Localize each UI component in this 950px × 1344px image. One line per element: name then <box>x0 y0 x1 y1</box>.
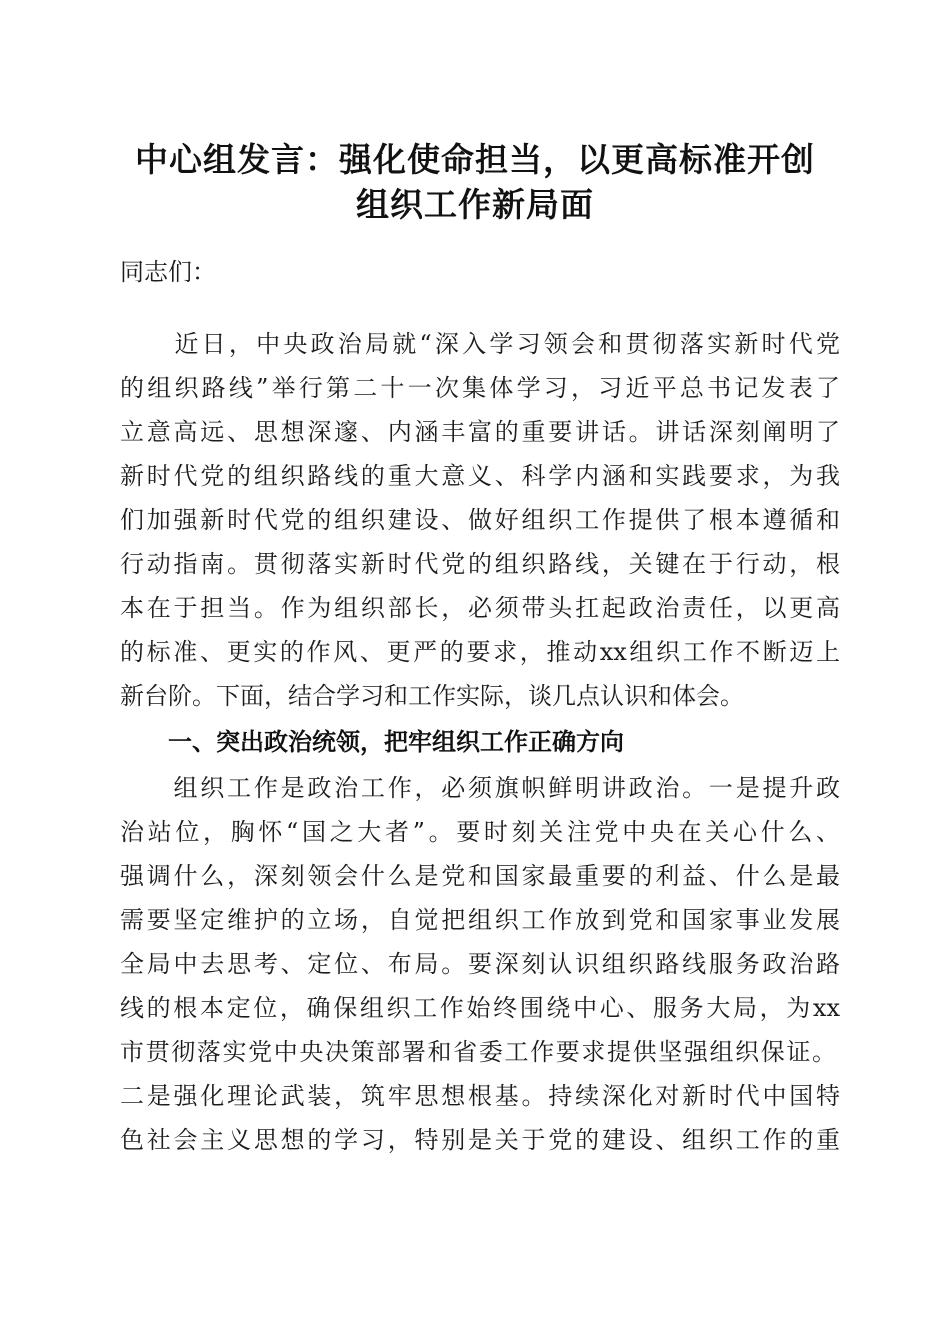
paragraph-2-line: 强调什么，深刻领会什么是党和国家最重要的利益、什么是最 <box>120 862 840 890</box>
document-title-line-1: 中心组发言：强化使命担当，以更高标准开创 <box>135 140 815 179</box>
paragraph-1-line: 立意高远、思想深邃、内涵丰富的重要讲话。讲话深刻阐明了 <box>120 418 840 446</box>
paragraph-2-line: 治站位，胸怀“国之大者”。要时刻关注党中央在关心什么、 <box>120 818 840 846</box>
paragraph-1-line: 近日，中央政治局就“深入学习领会和贯彻落实新时代党 <box>120 330 840 358</box>
document-title-line-2: 组织工作新局面 <box>356 185 594 224</box>
paragraph-1-line: 的组织路线”举行第二十一次集体学习，习近平总书记发表了 <box>120 374 840 402</box>
paragraph-1-line: 的标准、更实的作风、更严的要求，推动xx组织工作不断迈上 <box>120 638 840 666</box>
greeting: 同志们： <box>120 258 216 286</box>
paragraph-1-line: 新台阶。下面，结合学习和工作实际，谈几点认识和体会。 <box>120 682 744 710</box>
paragraph-2-line: 二是强化理论武装，筑牢思想根基。持续深化对新时代中国特 <box>120 1082 840 1110</box>
paragraph-1-line: 新时代党的组织路线的重大意义、科学内涵和实践要求，为我 <box>120 462 840 490</box>
paragraph-1-line: 们加强新时代党的组织建设、做好组织工作提供了根本遵循和 <box>120 506 840 534</box>
paragraph-2-line: 全局中去思考、定位、布局。要深刻认识组织路线服务政治路 <box>120 950 840 978</box>
paragraph-1-line: 本在于担当。作为组织部长，必须带头扛起政治责任，以更高 <box>120 594 840 622</box>
paragraph-2-line: 需要坚定维护的立场，自觉把组织工作放到党和国家事业发展 <box>120 906 840 934</box>
paragraph-2-line: 组织工作是政治工作，必须旗帜鲜明讲政治。一是提升政 <box>120 774 840 802</box>
paragraph-2-line: 市贯彻落实党中央决策部署和省委工作要求提供坚强组织保证。 <box>120 1038 836 1066</box>
paragraph-2-line: 线的根本定位，确保组织工作始终围绕中心、服务大局，为xx <box>120 994 840 1022</box>
paragraph-2-line: 色社会主义思想的学习，特别是关于党的建设、组织工作的重 <box>120 1126 840 1154</box>
paragraph-1-line: 行动指南。贯彻落实新时代党的组织路线，关键在于行动，根 <box>120 550 840 578</box>
section-heading-1: 一、突出政治统领，把牢组织工作正确方向 <box>168 728 624 756</box>
